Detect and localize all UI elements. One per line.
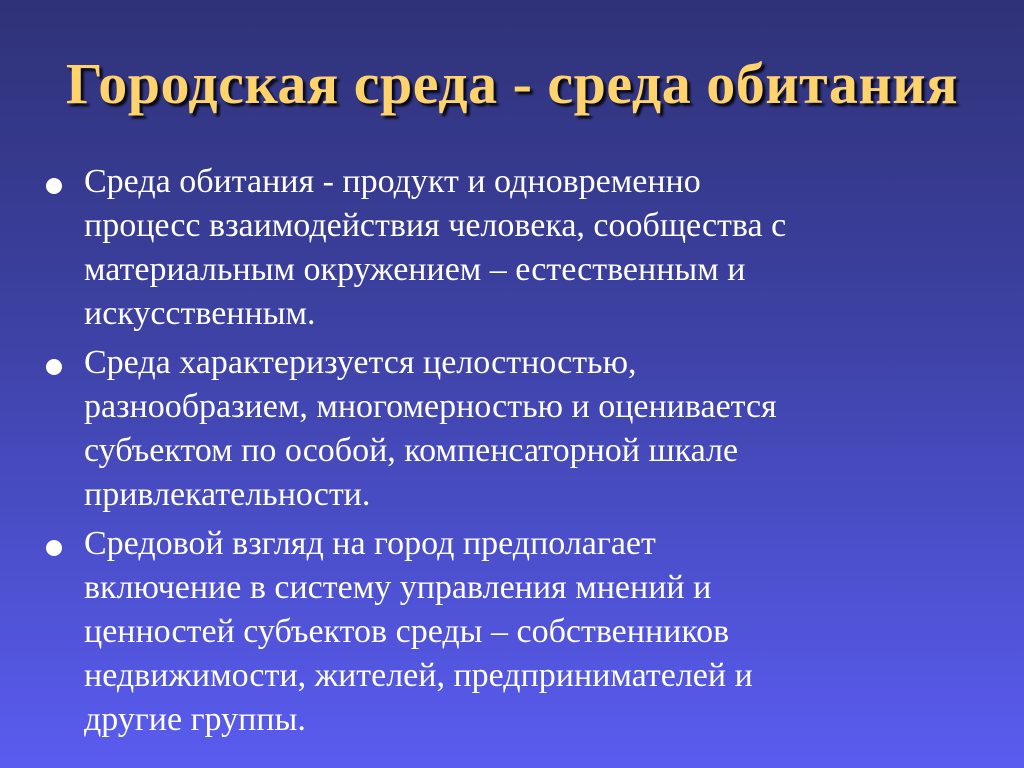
bullet-dot-icon <box>46 540 62 556</box>
bullet-item <box>46 341 996 517</box>
bullet-text: Среда обитания - продукт и одновременно процесс взаимодействия человека, сообщества с материальным окружением – естественным и искусственным. <box>84 163 787 332</box>
bullet-text: Среда характеризуется целостностью, разнообразием, многомерностью и оценивается субъектом по особой, компенсаторной шкале привлекательности. <box>84 344 777 513</box>
bullet-item <box>46 160 996 336</box>
bullet-list <box>46 160 996 747</box>
bullet-text: Средовой взгляд на город предполагает включение в систему управления мнений и ценностей субъектов среды – собственников недвижимости, жителей, предпринимателей и другие группы. <box>84 525 753 738</box>
slide-title: Городская среда - среда обитания <box>65 51 959 116</box>
bullet-item <box>46 522 996 742</box>
bullet-dot-icon <box>46 359 62 375</box>
bullet-dot-icon <box>46 178 62 194</box>
